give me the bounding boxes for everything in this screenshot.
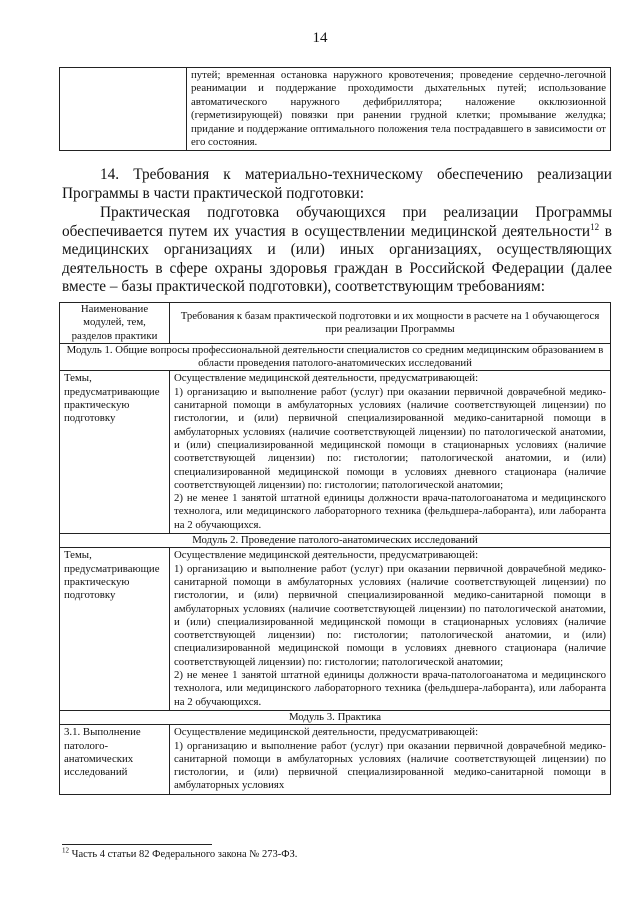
page-number: 14 <box>312 30 328 46</box>
footnote-text: Часть 4 статьи 82 Федерального закона № 273-ФЗ. <box>69 849 298 860</box>
module-1-requirements <box>170 371 611 534</box>
requirements-item-1: 1) организацию и выполнение работ (услуг) при оказании первичной доврачебной медико-санитарной помощи в амбулаторных условиях (наличие соответствующей лицензии) по гистологии, и (или) первичной специализированной медико-санитарной помощи в амбулаторных условиях (наличие соответствующей лицензии) по патологической анатомии, и (или) специализированной медицинской помощи в стационарных условиях (наличие соответствующей лицензии) по: гистологии; патологической анатомии, и (или) специализированной медицинской помощи в условиях дневного стационара (наличие соответствующей лицензии) по: гистологии; патологической анатомии; <box>174 385 606 491</box>
header-requirements: Требования к базам практической подготовки и их мощности в расчете на 1 обучающегося при реализации Программы <box>170 303 611 344</box>
module-title-row <box>60 534 611 548</box>
section-paragraph <box>62 204 612 297</box>
footnote-divider <box>62 844 212 845</box>
module-2-title: Модуль 2. Проведение патолого-анатомических исследований <box>60 534 611 548</box>
module-2-row-label: Темы, предусматривающие практическую подготовку <box>60 548 170 711</box>
requirements-item-1: 1) организацию и выполнение работ (услуг) при оказании первичной доврачебной медико-санитарной помощи в амбулаторных условиях (наличие соответствующей лицензии) по гистологии, и (или) первичной специализированной медико-санитарной помощи в амбулаторных условиях (наличие соответствующей лицензии) по патологической анатомии, и (или) специализированной медицинской помощи в стационарных условиях (наличие соответствующей лицензии) по: гистологии; патологической анатомии, и (или) специализированной медицинской помощи в условиях дневного стационара (наличие соответствующей лицензии) по: гистологии; патологической анатомии; <box>174 562 606 668</box>
module-3-row-label: 3.1. Выполнение патолого-анатомических исследований <box>60 725 170 794</box>
footnote-ref: 12 <box>590 221 600 232</box>
module-3-requirements <box>170 725 611 794</box>
requirements-table <box>59 302 611 795</box>
paragraph-text-end: в медицинских организациях и (или) иных организациях, осуществляющих деятельность в сфере охраны здоровья граждан в Российской Федерации (далее вместе – базы практической подготовки), соответствующим требованиям: <box>62 222 612 295</box>
module-1-row-label: Темы, предусматривающие практическую подготовку <box>60 371 170 534</box>
module-title-row <box>60 710 611 724</box>
table-row <box>60 548 611 711</box>
table-row <box>60 725 611 794</box>
module-3-title: Модуль 3. Практика <box>60 710 611 724</box>
footnote <box>62 846 298 860</box>
empty-cell <box>60 68 187 151</box>
requirements-intro: Осуществление медицинской деятельности, предусматривающей: <box>174 549 479 562</box>
requirements-item-1: 1) организацию и выполнение работ (услуг) при оказании первичной доврачебной медико-санитарной помощи в амбулаторных условиях (наличие соответствующей лицензии) по гистологии, и (или) первичной специализированной медико-санитарной помощи в амбулаторных условиях <box>174 739 606 792</box>
requirements-item-2: 2) не менее 1 занятой штатной единицы должности врача-патологоанатома и медицинского технолога, или медицинского лабораторного техника (фельдшера-лаборанта), или лаборанта на 2 обучающихся. <box>174 669 606 708</box>
header-modules: Наименование модулей, тем, разделов практики <box>60 303 170 344</box>
footnote-number: 12 <box>62 846 69 855</box>
module-1-title: Модуль 1. Общие вопросы профессиональной деятельности специалистов со средним медицинским образованием в области проведения патолого-анатомических исследований <box>60 343 611 371</box>
module-2-requirements <box>170 548 611 711</box>
requirements-intro: Осуществление медицинской деятельности, предусматривающей: <box>174 726 479 739</box>
section-heading: 14. Требования к материально-техническому обеспечению реализации Программы в части практической подготовки: <box>62 166 612 202</box>
table-row <box>60 68 611 151</box>
requirements-item-2: 2) не менее 1 занятой штатной единицы должности врача-патологоанатома и медицинского технолога, или медицинского лабораторного техника (фельдшера-лаборанта), или лаборанта на 2 обучающихся. <box>174 492 606 531</box>
first-aid-text: путей; временная остановка наружного кровотечения; проведение сердечно-легочной реанимации и поддержание проходимости дыхательных путей; использование автоматического наружного дефибриллятора; наложение окклюзионной (герметизирующей) повязки при ранении грудной клетки; промывание желудка; придание и поддержание оптимального положения тела пострадавшего в зависимости от его состояния. <box>187 68 611 151</box>
table-row <box>60 371 611 534</box>
requirements-intro: Осуществление медицинской деятельности, предусматривающей: <box>174 372 479 385</box>
paragraph-text-start: Практическая подготовка обучающихся при реализации Программы обеспечивается путем их участия в осуществлении медицинской деятельности <box>62 204 612 240</box>
table-header-row <box>60 303 611 344</box>
continuation-table <box>59 67 611 151</box>
module-title-row <box>60 343 611 371</box>
